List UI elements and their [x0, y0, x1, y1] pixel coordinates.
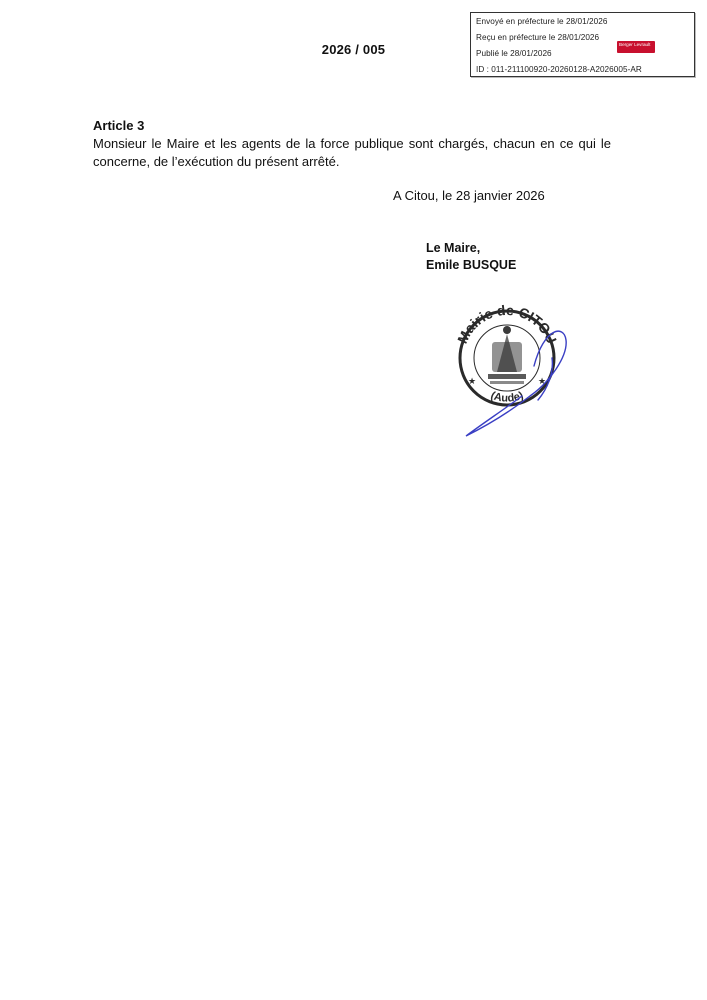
seal-text: Mairie de CITOU	[454, 301, 561, 346]
document-reference: 2026 / 005	[321, 42, 386, 57]
seal-star-right-icon: ★	[538, 376, 547, 386]
mairie-seal	[452, 300, 582, 445]
seal-emblem-icon	[488, 326, 526, 384]
place-and-date: A Citou, le 28 janvier 2026	[393, 188, 545, 203]
seal-star-left-icon: ★	[468, 376, 477, 386]
stamp-sent-date: Envoyé en préfecture le 28/01/2026	[476, 17, 608, 26]
seal-lower-text: (Aude)	[488, 389, 526, 405]
stamp-received-date: Reçu en préfecture le 28/01/2026	[476, 33, 600, 42]
stamp-published-date: Publié le 28/01/2026	[476, 49, 552, 58]
article-title: Article 3	[93, 118, 145, 133]
stamp-id: ID : 011-211100920-20260128-A2026005-AR	[476, 65, 642, 74]
signatory-name: Emile BUSQUE	[426, 258, 517, 272]
signatory-role: Le Maire,	[426, 241, 481, 255]
berger-levrault-logo: Berger Levrault	[617, 41, 655, 53]
article-text: Monsieur le Maire et les agents de la force publique sont chargés, chacun en ce qui le concerne, de l’exécution du présent arrêté.	[93, 136, 611, 169]
